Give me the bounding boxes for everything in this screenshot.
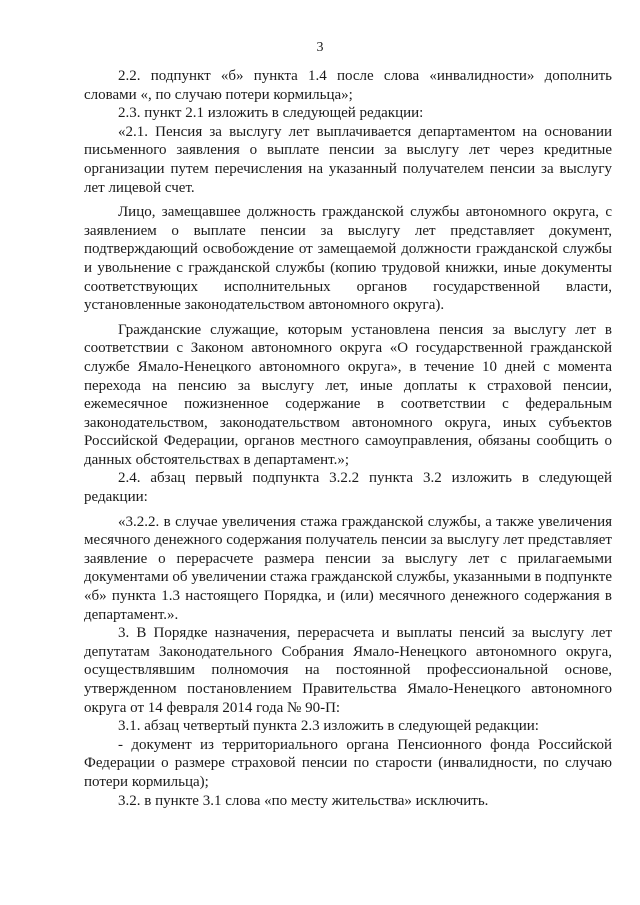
paragraph-2-4: 2.4. абзац первый подпункта 3.2.2 пункта 3.2 изложить в следующей редакции: <box>84 470 612 506</box>
document-body <box>84 67 612 810</box>
paragraph-civil-servants: Гражданские служащие, которым установлена пенсия за выслугу лет в соответствии с Законом автономного округа «О государственной гражданской службе Ямало-Ненецкого автономного округа», в течение 10 дней с момента перехода на пенсию за выслугу лет, иные доплаты к страховой пенсии, ежемесячное пожизненное содержание в соответствии с федеральным законодательством, законодательством автономного округа, иных субъектов Российской Федерации, органов местного самоуправления, обязаны сообщить о данных обстоятельствах в департамент.»; <box>84 321 612 468</box>
paragraph-2-1-quote: «2.1. Пенсия за выслугу лет выплачивается департаментом на основании письменного заявления о выплате пенсии за выслугу лет через кредитные организации путем перечисления на указанный получателем пенсии за выслугу лет лицевой счет. <box>84 123 612 196</box>
paragraph-2-3: 2.3. пункт 2.1 изложить в следующей редакции: <box>118 105 424 122</box>
paragraph-2-2: 2.2. подпункт «б» пункта 1.4 после слова «инвалидности» дополнить словами «, по случаю потери кормильца»; <box>84 68 612 103</box>
paragraph-3: 3. В Порядке назначения, перерасчета и выплаты пенсий за выслугу лет депутатам Законодательного Собрания Ямало-Ненецкого автономного округа, осуществлявшим полномочия на постоянной профессиональной основе, утвержденном постановлением Правительства Ямало-Ненецкого автономного округа от 14 февраля 2014 года № 90-П: <box>84 625 612 716</box>
paragraph-3-2-2-quote: «3.2.2. в случае увеличения стажа гражданской службы, а также увеличения месячного денежного содержания получатель пенсии за выслугу лет представляет заявление о перерасчете размера пенсии за выслугу лет с прилагаемыми документами об увеличении стажа гражданской службы, указанными в подпункте «б» пункта 1.3 настоящего Порядка, и (или) месячного денежного содержания в департамент.». <box>84 513 612 623</box>
paragraph-3-2: 3.2. в пункте 3.1 слова «по месту жительства» исключить. <box>118 792 489 809</box>
paragraph-3-1: 3.1. абзац четвертый пункта 2.3 изложить в следующей редакции: <box>118 718 539 735</box>
page-number: 3 <box>316 40 324 55</box>
paragraph-person-statement: Лицо, замещавшее должность гражданской службы автономного округа, с заявлением о выплате пенсии за выслугу лет представляет документ, подтверждающий освобождение от замещаемой должности гражданской службы и увольнение с гражданской службы (копию трудовой книжки, иные документы соответствующих исполнительных органов государственной власти, установленные законодательством автономного округа). <box>84 204 612 314</box>
paragraph-document-item: - документ из территориального органа Пенсионного фонда Российской Федерации о размере страховой пенсии по старости (инвалидности, по случаю потери кормильца); <box>84 736 612 790</box>
